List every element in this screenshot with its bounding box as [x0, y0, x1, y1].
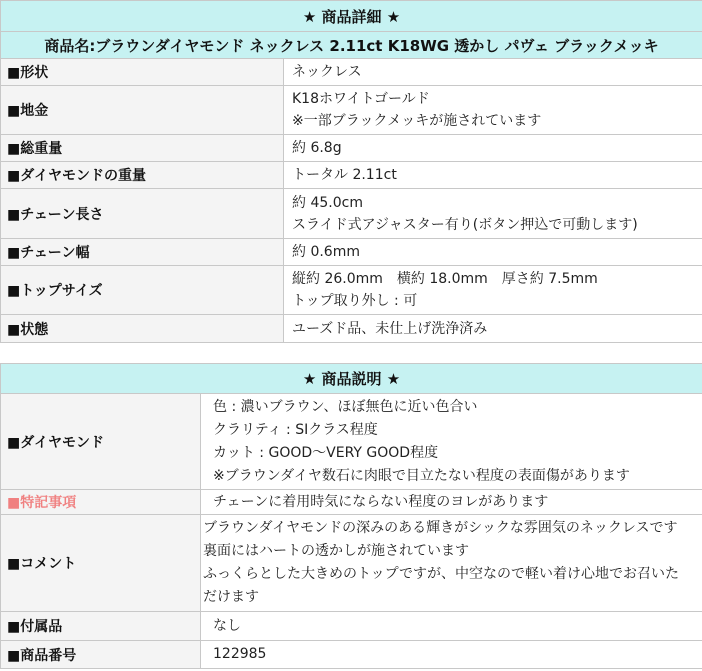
value-shape: ネックレス	[284, 59, 702, 86]
product-name: 商品名:ブラウンダイヤモンド ネックレス 2.11ct K18WG 透かし パヴェ ブラックメッキ	[1, 32, 702, 59]
table-row	[1, 394, 702, 490]
label-shape: ■形状	[1, 59, 284, 86]
table-row	[1, 641, 702, 669]
label-accessories: ■付属品	[1, 612, 201, 641]
table-row	[1, 315, 702, 343]
table-row	[1, 86, 702, 135]
table-row	[1, 59, 702, 86]
value-metal: K18ホワイトゴールド ※一部ブラックメッキが施されています	[284, 86, 702, 135]
details-header-row	[1, 1, 702, 32]
label-diamond: ■ダイヤモンド	[1, 394, 201, 490]
label-product-number: ■商品番号	[1, 641, 201, 669]
label-chain-width: ■チェーン幅	[1, 239, 284, 266]
value-condition: ユーズド品、未仕上げ洗浄済み	[284, 315, 702, 343]
value-accessories: なし	[201, 612, 702, 641]
value-chain-length: 約 45.0cm スライド式アジャスター有り(ボタン押込で可動します)	[284, 189, 702, 239]
label-metal: ■地金	[1, 86, 284, 135]
table-row	[1, 135, 702, 162]
table-row	[1, 266, 702, 315]
value-chain-width: 約 0.6mm	[284, 239, 702, 266]
table-row	[1, 515, 702, 612]
table-row	[1, 162, 702, 189]
value-special-notes: チェーンに着用時気にならない程度のヨレがあります	[201, 490, 702, 515]
description-header: ★ 商品説明 ★	[1, 364, 702, 394]
table-row	[1, 612, 702, 641]
label-diamond-weight: ■ダイヤモンドの重量	[1, 162, 284, 189]
label-chain-length: ■チェーン長さ	[1, 189, 284, 239]
label-top-size: ■トップサイズ	[1, 266, 284, 315]
product-description-table	[0, 363, 702, 669]
label-special-notes: ■特記事項	[1, 490, 201, 515]
label-total-weight: ■総重量	[1, 135, 284, 162]
value-diamond: 色 : 濃いブラウン、ほぼ無色に近い色合い クラリティ : SIクラス程度 カット : GOOD〜VERY GOOD程度 ※ブラウンダイヤ数石に肉眼で目立たない程度の表面傷があります	[201, 394, 702, 490]
value-product-number: 122985	[201, 641, 702, 669]
label-comment: ■コメント	[1, 515, 201, 612]
value-top-size: 縦約 26.0mm 横約 18.0mm 厚さ約 7.5mm トップ取り外し : 可	[284, 266, 702, 315]
table-row	[1, 490, 702, 515]
table-row	[1, 239, 702, 266]
details-header: ★ 商品詳細 ★	[1, 1, 702, 32]
value-total-weight: 約 6.8g	[284, 135, 702, 162]
product-name-row	[1, 32, 702, 59]
table-row	[1, 189, 702, 239]
label-condition: ■状態	[1, 315, 284, 343]
value-comment: ブラウンダイヤモンドの深みのある輝きがシックな雰囲気のネックレスです 裏面にはハートの透かしが施されています ふっくらとした大きめのトップですが、中空なので軽い着け心地でお召いた だけます	[201, 515, 702, 612]
value-diamond-weight: トータル 2.11ct	[284, 162, 702, 189]
description-header-row	[1, 364, 702, 394]
